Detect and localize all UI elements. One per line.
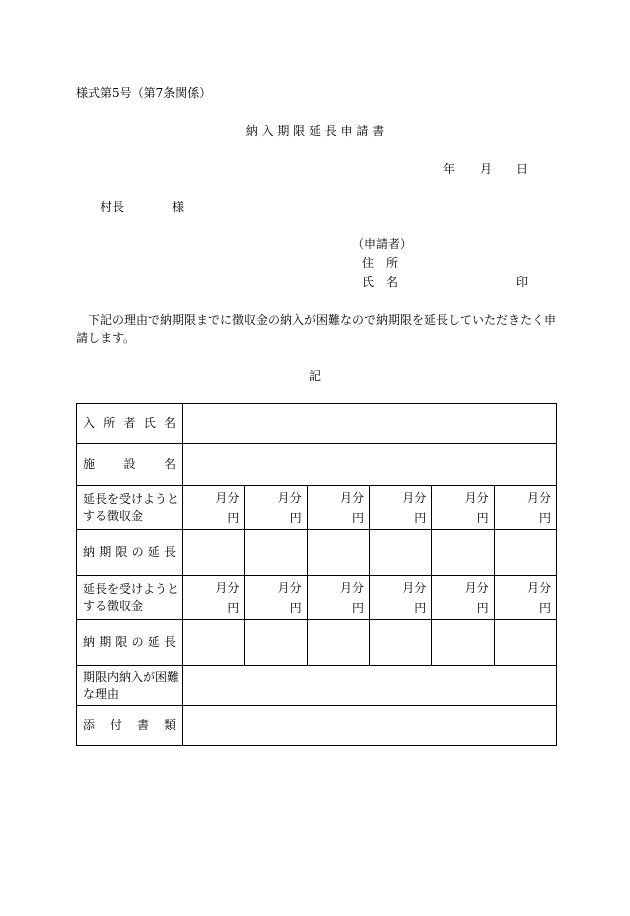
fee-amount-cell[interactable] — [183, 486, 245, 530]
date-month-label: 月 — [480, 162, 493, 176]
table-row — [77, 620, 557, 666]
label-line: 延長を受けようと — [83, 491, 180, 506]
month-unit: 月分 — [215, 491, 240, 505]
difficulty-reason-field[interactable] — [183, 666, 557, 706]
applicant-heading: （申請者） — [352, 237, 413, 251]
month-unit: 月分 — [526, 581, 551, 595]
applicant-name-label: 氏 名 — [362, 275, 399, 289]
fee-amount-cell[interactable] — [245, 576, 307, 620]
deadline-cell[interactable] — [494, 530, 556, 576]
application-table — [76, 403, 557, 746]
fee-amount-cell[interactable] — [432, 576, 494, 620]
form-number: 様式第5号（第7条関係） — [76, 86, 212, 100]
document-title: 納 入 期 限 延 長 申 請 書 — [245, 124, 385, 138]
month-unit: 月分 — [339, 581, 364, 595]
deadline-cell[interactable] — [369, 620, 431, 666]
row-label-difficulty-reason — [77, 666, 183, 706]
deadline-cell[interactable] — [432, 530, 494, 576]
yen-unit: 円 — [351, 601, 364, 615]
month-unit: 月分 — [526, 491, 551, 505]
resident-name-field[interactable] — [183, 404, 557, 444]
table-row — [77, 666, 557, 706]
label-line: する徴収金 — [83, 508, 144, 523]
yen-unit: 円 — [538, 601, 551, 615]
row-label-deadline-extension: 納期限の延長 — [77, 530, 183, 576]
body-text-line1: 下記の理由で納期限までに徴収金の納入が困難なので納期限を延長していただきたく申 — [88, 313, 557, 327]
applicant-address-label: 住 所 — [362, 256, 399, 270]
row-label-extension-fee — [77, 486, 183, 530]
label-line: する徴収金 — [83, 598, 144, 613]
yen-unit: 円 — [227, 601, 240, 615]
label-line: 期限内納入が困難 — [83, 669, 180, 684]
yen-unit: 円 — [289, 511, 302, 525]
row-label-extension-fee — [77, 576, 183, 620]
deadline-cell[interactable] — [307, 620, 369, 666]
deadline-cell[interactable] — [369, 530, 431, 576]
label-line: な理由 — [83, 686, 120, 701]
row-label-attachments: 添付書類 — [77, 706, 183, 746]
deadline-cell[interactable] — [494, 620, 556, 666]
month-unit: 月分 — [464, 491, 489, 505]
deadline-cell[interactable] — [432, 620, 494, 666]
fee-amount-cell[interactable] — [494, 486, 556, 530]
month-unit: 月分 — [402, 491, 427, 505]
fee-amount-cell[interactable] — [369, 486, 431, 530]
yen-unit: 円 — [351, 511, 364, 525]
fee-amount-cell[interactable] — [307, 486, 369, 530]
row-label-deadline-extension: 納期限の延長 — [77, 620, 183, 666]
month-unit: 月分 — [464, 581, 489, 595]
deadline-cell[interactable] — [245, 620, 307, 666]
row-label-resident-name: 入所者氏名 — [77, 404, 183, 444]
month-unit: 月分 — [277, 581, 302, 595]
yen-unit: 円 — [414, 601, 427, 615]
table-row — [77, 404, 557, 444]
seal-mark: 印 — [516, 275, 529, 289]
yen-unit: 円 — [476, 511, 489, 525]
yen-unit: 円 — [227, 511, 240, 525]
table-row — [77, 576, 557, 620]
date-day-label: 日 — [516, 162, 529, 176]
fee-amount-cell[interactable] — [369, 576, 431, 620]
yen-unit: 円 — [414, 511, 427, 525]
month-unit: 月分 — [277, 491, 302, 505]
deadline-cell[interactable] — [307, 530, 369, 576]
yen-unit: 円 — [289, 601, 302, 615]
date-year-label: 年 — [443, 162, 456, 176]
fee-amount-cell[interactable] — [307, 576, 369, 620]
deadline-cell[interactable] — [183, 530, 245, 576]
addressee-honorific: 様 — [172, 200, 185, 214]
table-row — [77, 486, 557, 530]
table-row — [77, 706, 557, 746]
month-unit: 月分 — [402, 581, 427, 595]
body-text-line2: 請します。 — [76, 331, 136, 345]
month-unit: 月分 — [339, 491, 364, 505]
fee-amount-cell[interactable] — [432, 486, 494, 530]
table-row — [77, 530, 557, 576]
row-label-facility-name: 施設名 — [77, 444, 183, 486]
table-row — [77, 444, 557, 486]
label-line: 延長を受けようと — [83, 581, 180, 596]
fee-amount-cell[interactable] — [494, 576, 556, 620]
yen-unit: 円 — [538, 511, 551, 525]
fee-amount-cell[interactable] — [245, 486, 307, 530]
yen-unit: 円 — [476, 601, 489, 615]
fee-amount-cell[interactable] — [183, 576, 245, 620]
month-unit: 月分 — [215, 581, 240, 595]
deadline-cell[interactable] — [245, 530, 307, 576]
deadline-cell[interactable] — [183, 620, 245, 666]
attachments-field[interactable] — [183, 706, 557, 746]
facility-name-field[interactable] — [183, 444, 557, 486]
addressee-name: 村長 — [100, 200, 125, 214]
record-heading: 記 — [308, 369, 321, 383]
